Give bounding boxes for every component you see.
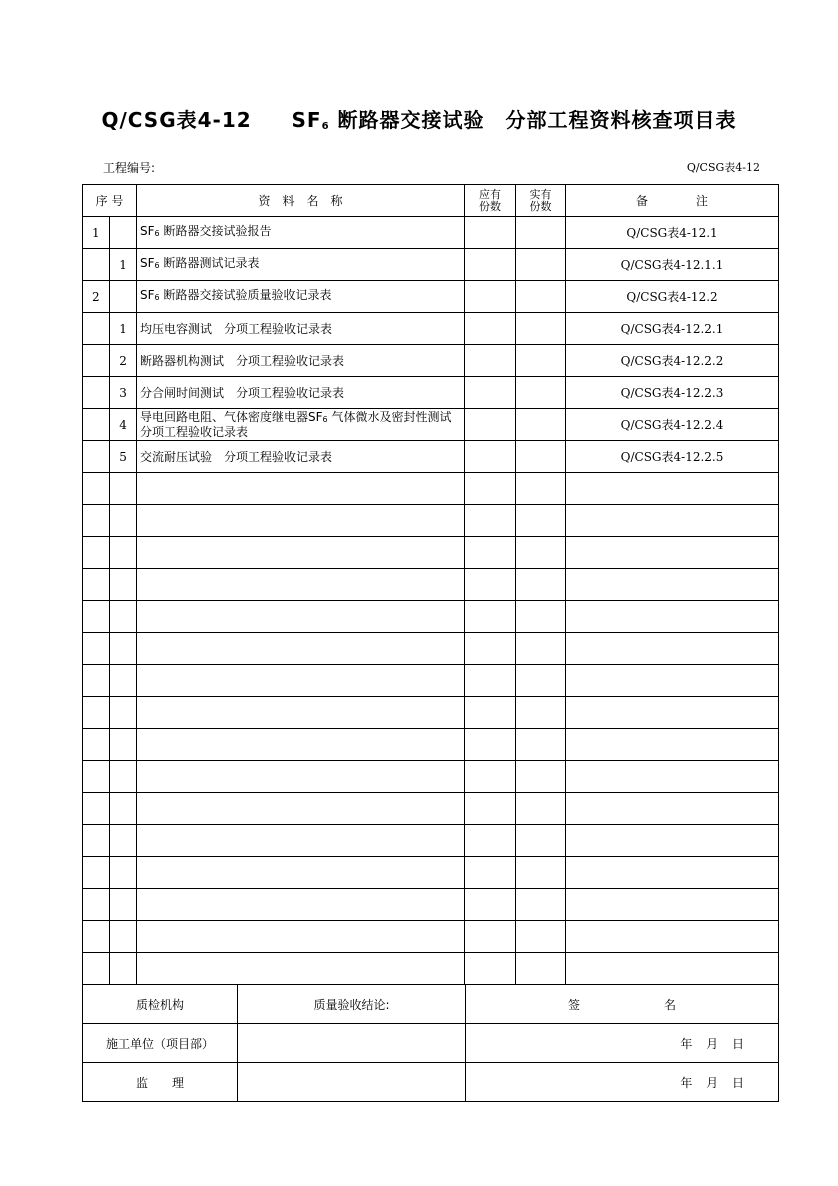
row-actual-count[interactable] xyxy=(516,345,566,377)
row-number[interactable] xyxy=(83,505,110,537)
empty-table-row xyxy=(83,473,779,505)
row-should-count[interactable] xyxy=(465,505,516,537)
row-actual-count[interactable] xyxy=(516,569,566,601)
row-sub-number[interactable] xyxy=(110,633,137,665)
row-number xyxy=(83,441,110,473)
row-document-name xyxy=(137,217,465,249)
empty-table-row xyxy=(83,633,779,665)
name-part: 断路器交接试验报告 xyxy=(159,224,272,238)
header-should-count xyxy=(465,185,516,217)
table-row xyxy=(83,217,779,249)
row-actual-count[interactable] xyxy=(516,377,566,409)
row-number xyxy=(83,313,110,345)
row-document-name[interactable] xyxy=(137,729,465,761)
row-sub-number[interactable] xyxy=(110,601,137,633)
row-note: Q/CSG表4-12.2 xyxy=(566,281,779,313)
row-document-name xyxy=(137,249,465,281)
row-actual-count[interactable] xyxy=(516,249,566,281)
row-number xyxy=(83,345,110,377)
row-should-count[interactable] xyxy=(465,377,516,409)
row-actual-count[interactable] xyxy=(516,825,566,857)
header-should-2: 份数 xyxy=(479,199,502,213)
empty-table-row xyxy=(83,729,779,761)
row-actual-count[interactable] xyxy=(516,217,566,249)
row-actual-count[interactable] xyxy=(516,953,566,985)
row-sub-number[interactable] xyxy=(110,729,137,761)
table-row xyxy=(83,313,779,345)
empty-table-row xyxy=(83,921,779,953)
row-sub-number[interactable] xyxy=(110,953,137,985)
row-number: 2 xyxy=(83,281,110,313)
title-rest: 断路器交接试验 分部工程资料核查项目表 xyxy=(329,108,737,132)
row-actual-count[interactable] xyxy=(516,697,566,729)
name-part: SF xyxy=(140,288,155,302)
row-sub-number: 4 xyxy=(110,409,137,441)
row-note: Q/CSG表4-12.2.2 xyxy=(566,345,779,377)
row-should-count[interactable] xyxy=(465,281,516,313)
row-actual-count[interactable] xyxy=(516,633,566,665)
row-should-count[interactable] xyxy=(465,249,516,281)
row-document-name[interactable] xyxy=(137,569,465,601)
row-note[interactable] xyxy=(566,889,779,921)
table-row xyxy=(83,345,779,377)
row-should-count[interactable] xyxy=(465,633,516,665)
row-note[interactable] xyxy=(566,569,779,601)
row-sub-number[interactable] xyxy=(110,761,137,793)
row-document-name[interactable] xyxy=(137,633,465,665)
row-note[interactable] xyxy=(566,697,779,729)
row-number[interactable] xyxy=(83,857,110,889)
row-note: Q/CSG表4-12.2.5 xyxy=(566,441,779,473)
row-should-count[interactable] xyxy=(465,345,516,377)
empty-table-row xyxy=(83,761,779,793)
row-sub-number: 1 xyxy=(110,249,137,281)
row-document-name[interactable] xyxy=(137,601,465,633)
row-number[interactable] xyxy=(83,825,110,857)
row-note[interactable] xyxy=(566,953,779,985)
row-number: 1 xyxy=(83,217,110,249)
row-should-count[interactable] xyxy=(465,729,516,761)
name-part: 断路器机构测试 分项工程验收记录表 xyxy=(140,353,345,368)
row-note: Q/CSG表4-12.1 xyxy=(566,217,779,249)
row-note[interactable] xyxy=(566,633,779,665)
row-number[interactable] xyxy=(83,793,110,825)
header-note: 备 注 xyxy=(566,185,779,217)
row-note[interactable] xyxy=(566,793,779,825)
name-subscript: 6 xyxy=(154,261,160,270)
row-document-name[interactable] xyxy=(137,921,465,953)
empty-table-row xyxy=(83,793,779,825)
row-note[interactable] xyxy=(566,761,779,793)
table-row xyxy=(83,281,779,313)
project-number-label: 工程编号: xyxy=(103,161,156,175)
row-should-count[interactable] xyxy=(465,953,516,985)
header-actual-2: 份数 xyxy=(529,199,552,213)
table-row xyxy=(83,409,779,441)
qc-org-label: 质检机构 xyxy=(83,985,238,1024)
row-should-count[interactable] xyxy=(465,697,516,729)
row-document-name[interactable] xyxy=(137,793,465,825)
row-sub-number[interactable] xyxy=(110,825,137,857)
name-part: 分合闸时间测试 分项工程验收记录表 xyxy=(140,385,345,400)
row-document-name xyxy=(137,377,465,409)
row-should-count[interactable] xyxy=(465,537,516,569)
row-number[interactable] xyxy=(83,953,110,985)
header-actual-count xyxy=(516,185,566,217)
row-note[interactable] xyxy=(566,537,779,569)
row-actual-count[interactable] xyxy=(516,601,566,633)
row-number[interactable] xyxy=(83,601,110,633)
empty-table-row xyxy=(83,601,779,633)
row-actual-count[interactable] xyxy=(516,793,566,825)
empty-table-row xyxy=(83,665,779,697)
row-sub-number[interactable] xyxy=(110,793,137,825)
empty-table-row xyxy=(83,505,779,537)
row-actual-count[interactable] xyxy=(516,441,566,473)
title-prefix: Q/CSG表4-12 xyxy=(101,108,252,132)
row-actual-count[interactable] xyxy=(516,729,566,761)
row-actual-count[interactable] xyxy=(516,921,566,953)
row-note[interactable] xyxy=(566,921,779,953)
row-number[interactable] xyxy=(83,697,110,729)
name-subscript: 6 xyxy=(154,293,160,302)
row-number xyxy=(83,249,110,281)
row-should-count[interactable] xyxy=(465,889,516,921)
empty-table-row xyxy=(83,857,779,889)
supervision-date: 年 月 日 xyxy=(466,1063,779,1102)
row-should-count[interactable] xyxy=(465,217,516,249)
document-checklist-table xyxy=(82,184,779,985)
row-sub-number[interactable] xyxy=(110,921,137,953)
row-should-count[interactable] xyxy=(465,665,516,697)
row-sub-number: 1 xyxy=(110,313,137,345)
row-number[interactable] xyxy=(83,761,110,793)
row-number xyxy=(83,377,110,409)
row-note[interactable] xyxy=(566,601,779,633)
header-seq: 序 号 xyxy=(83,185,137,217)
row-actual-count[interactable] xyxy=(516,313,566,345)
row-should-count[interactable] xyxy=(465,857,516,889)
row-note[interactable] xyxy=(566,857,779,889)
row-sub-number[interactable] xyxy=(110,697,137,729)
name-part: 断路器交接试验质量验收记录表 xyxy=(159,288,332,302)
row-should-count[interactable] xyxy=(465,793,516,825)
row-document-name[interactable] xyxy=(137,473,465,505)
conclusion-label: 质量验收结论: xyxy=(238,985,466,1024)
row-document-name[interactable] xyxy=(137,761,465,793)
row-note[interactable] xyxy=(566,505,779,537)
row-document-name[interactable] xyxy=(137,505,465,537)
table-row xyxy=(83,441,779,473)
row-document-name xyxy=(137,313,465,345)
form-code: Q/CSG表4-12 xyxy=(686,161,760,174)
row-document-name xyxy=(137,441,465,473)
header-actual-1: 实有 xyxy=(529,187,552,201)
row-should-count[interactable] xyxy=(465,313,516,345)
row-sub-number: 5 xyxy=(110,441,137,473)
row-actual-count[interactable] xyxy=(516,537,566,569)
row-document-name xyxy=(137,281,465,313)
construction-unit-label: 施工单位（项目部） xyxy=(83,1024,238,1063)
empty-table-row xyxy=(83,537,779,569)
row-sub-number: 2 xyxy=(110,345,137,377)
row-document-name[interactable] xyxy=(137,953,465,985)
row-sub-number[interactable] xyxy=(110,537,137,569)
name-part: 断路器测试记录表 xyxy=(159,256,260,270)
row-should-count[interactable] xyxy=(465,409,516,441)
row-actual-count[interactable] xyxy=(516,761,566,793)
row-sub-number[interactable] xyxy=(110,505,137,537)
row-sub-number xyxy=(110,281,137,313)
supervision-conclusion-cell[interactable] xyxy=(238,1063,466,1102)
row-note: Q/CSG表4-12.2.1 xyxy=(566,313,779,345)
row-document-name[interactable] xyxy=(137,889,465,921)
supervision-label: 监 理 xyxy=(83,1063,238,1102)
name-part: SF xyxy=(140,256,155,270)
row-sub-number[interactable] xyxy=(110,473,137,505)
row-number[interactable] xyxy=(83,665,110,697)
row-actual-count[interactable] xyxy=(516,409,566,441)
name-part: SF xyxy=(140,224,155,238)
page-title xyxy=(0,104,838,133)
table-row xyxy=(83,377,779,409)
row-sub-number[interactable] xyxy=(110,569,137,601)
empty-table-row xyxy=(83,697,779,729)
row-sub-number[interactable] xyxy=(110,857,137,889)
row-sub-number: 3 xyxy=(110,377,137,409)
row-should-count[interactable] xyxy=(465,473,516,505)
table-row xyxy=(83,249,779,281)
row-number[interactable] xyxy=(83,537,110,569)
row-number[interactable] xyxy=(83,569,110,601)
row-sub-number[interactable] xyxy=(110,889,137,921)
row-actual-count[interactable] xyxy=(516,473,566,505)
empty-table-row xyxy=(83,825,779,857)
row-document-name[interactable] xyxy=(137,857,465,889)
row-should-count[interactable] xyxy=(465,825,516,857)
row-actual-count[interactable] xyxy=(516,505,566,537)
row-note: Q/CSG表4-12.2.4 xyxy=(566,409,779,441)
row-actual-count[interactable] xyxy=(516,665,566,697)
row-should-count[interactable] xyxy=(465,761,516,793)
row-document-name[interactable] xyxy=(137,825,465,857)
row-should-count[interactable] xyxy=(465,921,516,953)
signature-table xyxy=(82,984,779,1102)
signature-label: 签 名 xyxy=(466,985,779,1024)
row-document-name xyxy=(137,345,465,377)
row-number[interactable] xyxy=(83,633,110,665)
row-should-count[interactable] xyxy=(465,569,516,601)
construction-conclusion-cell[interactable] xyxy=(238,1024,466,1063)
title-sub: 6 xyxy=(321,121,330,132)
row-document-name[interactable] xyxy=(137,665,465,697)
name-part: 交流耐压试验 分项工程验收记录表 xyxy=(140,449,333,464)
row-sub-number xyxy=(110,217,137,249)
name-part: 气体微水及密封性测试 分项工程验收记录表 xyxy=(140,410,464,439)
row-document-name xyxy=(137,409,465,441)
title-sf: SF xyxy=(291,108,322,132)
row-sub-number[interactable] xyxy=(110,665,137,697)
row-actual-count[interactable] xyxy=(516,889,566,921)
row-note[interactable] xyxy=(566,665,779,697)
row-number[interactable] xyxy=(83,473,110,505)
row-note[interactable] xyxy=(566,729,779,761)
row-note[interactable] xyxy=(566,473,779,505)
empty-table-row xyxy=(83,953,779,985)
header-should-1: 应有 xyxy=(479,187,502,201)
header-name: 资 料 名 称 xyxy=(137,185,465,217)
row-document-name[interactable] xyxy=(137,537,465,569)
name-subscript: 6 xyxy=(154,229,160,238)
row-note: Q/CSG表4-12.1.1 xyxy=(566,249,779,281)
row-number[interactable] xyxy=(83,921,110,953)
row-actual-count[interactable] xyxy=(516,281,566,313)
row-should-count[interactable] xyxy=(465,601,516,633)
row-number[interactable] xyxy=(83,889,110,921)
row-note: Q/CSG表4-12.2.3 xyxy=(566,377,779,409)
empty-table-row xyxy=(83,889,779,921)
empty-table-row xyxy=(83,569,779,601)
row-note[interactable] xyxy=(566,825,779,857)
name-part: 均压电容测试 分项工程验收记录表 xyxy=(140,321,333,336)
name-part: 导电回路电阻、气体密度继电器SF xyxy=(140,410,323,424)
row-number[interactable] xyxy=(83,729,110,761)
row-number xyxy=(83,409,110,441)
construction-date: 年 月 日 xyxy=(466,1024,779,1063)
table-header xyxy=(83,185,779,217)
row-document-name[interactable] xyxy=(137,697,465,729)
row-actual-count[interactable] xyxy=(516,857,566,889)
row-should-count[interactable] xyxy=(465,441,516,473)
name-subscript: 6 xyxy=(322,415,328,424)
